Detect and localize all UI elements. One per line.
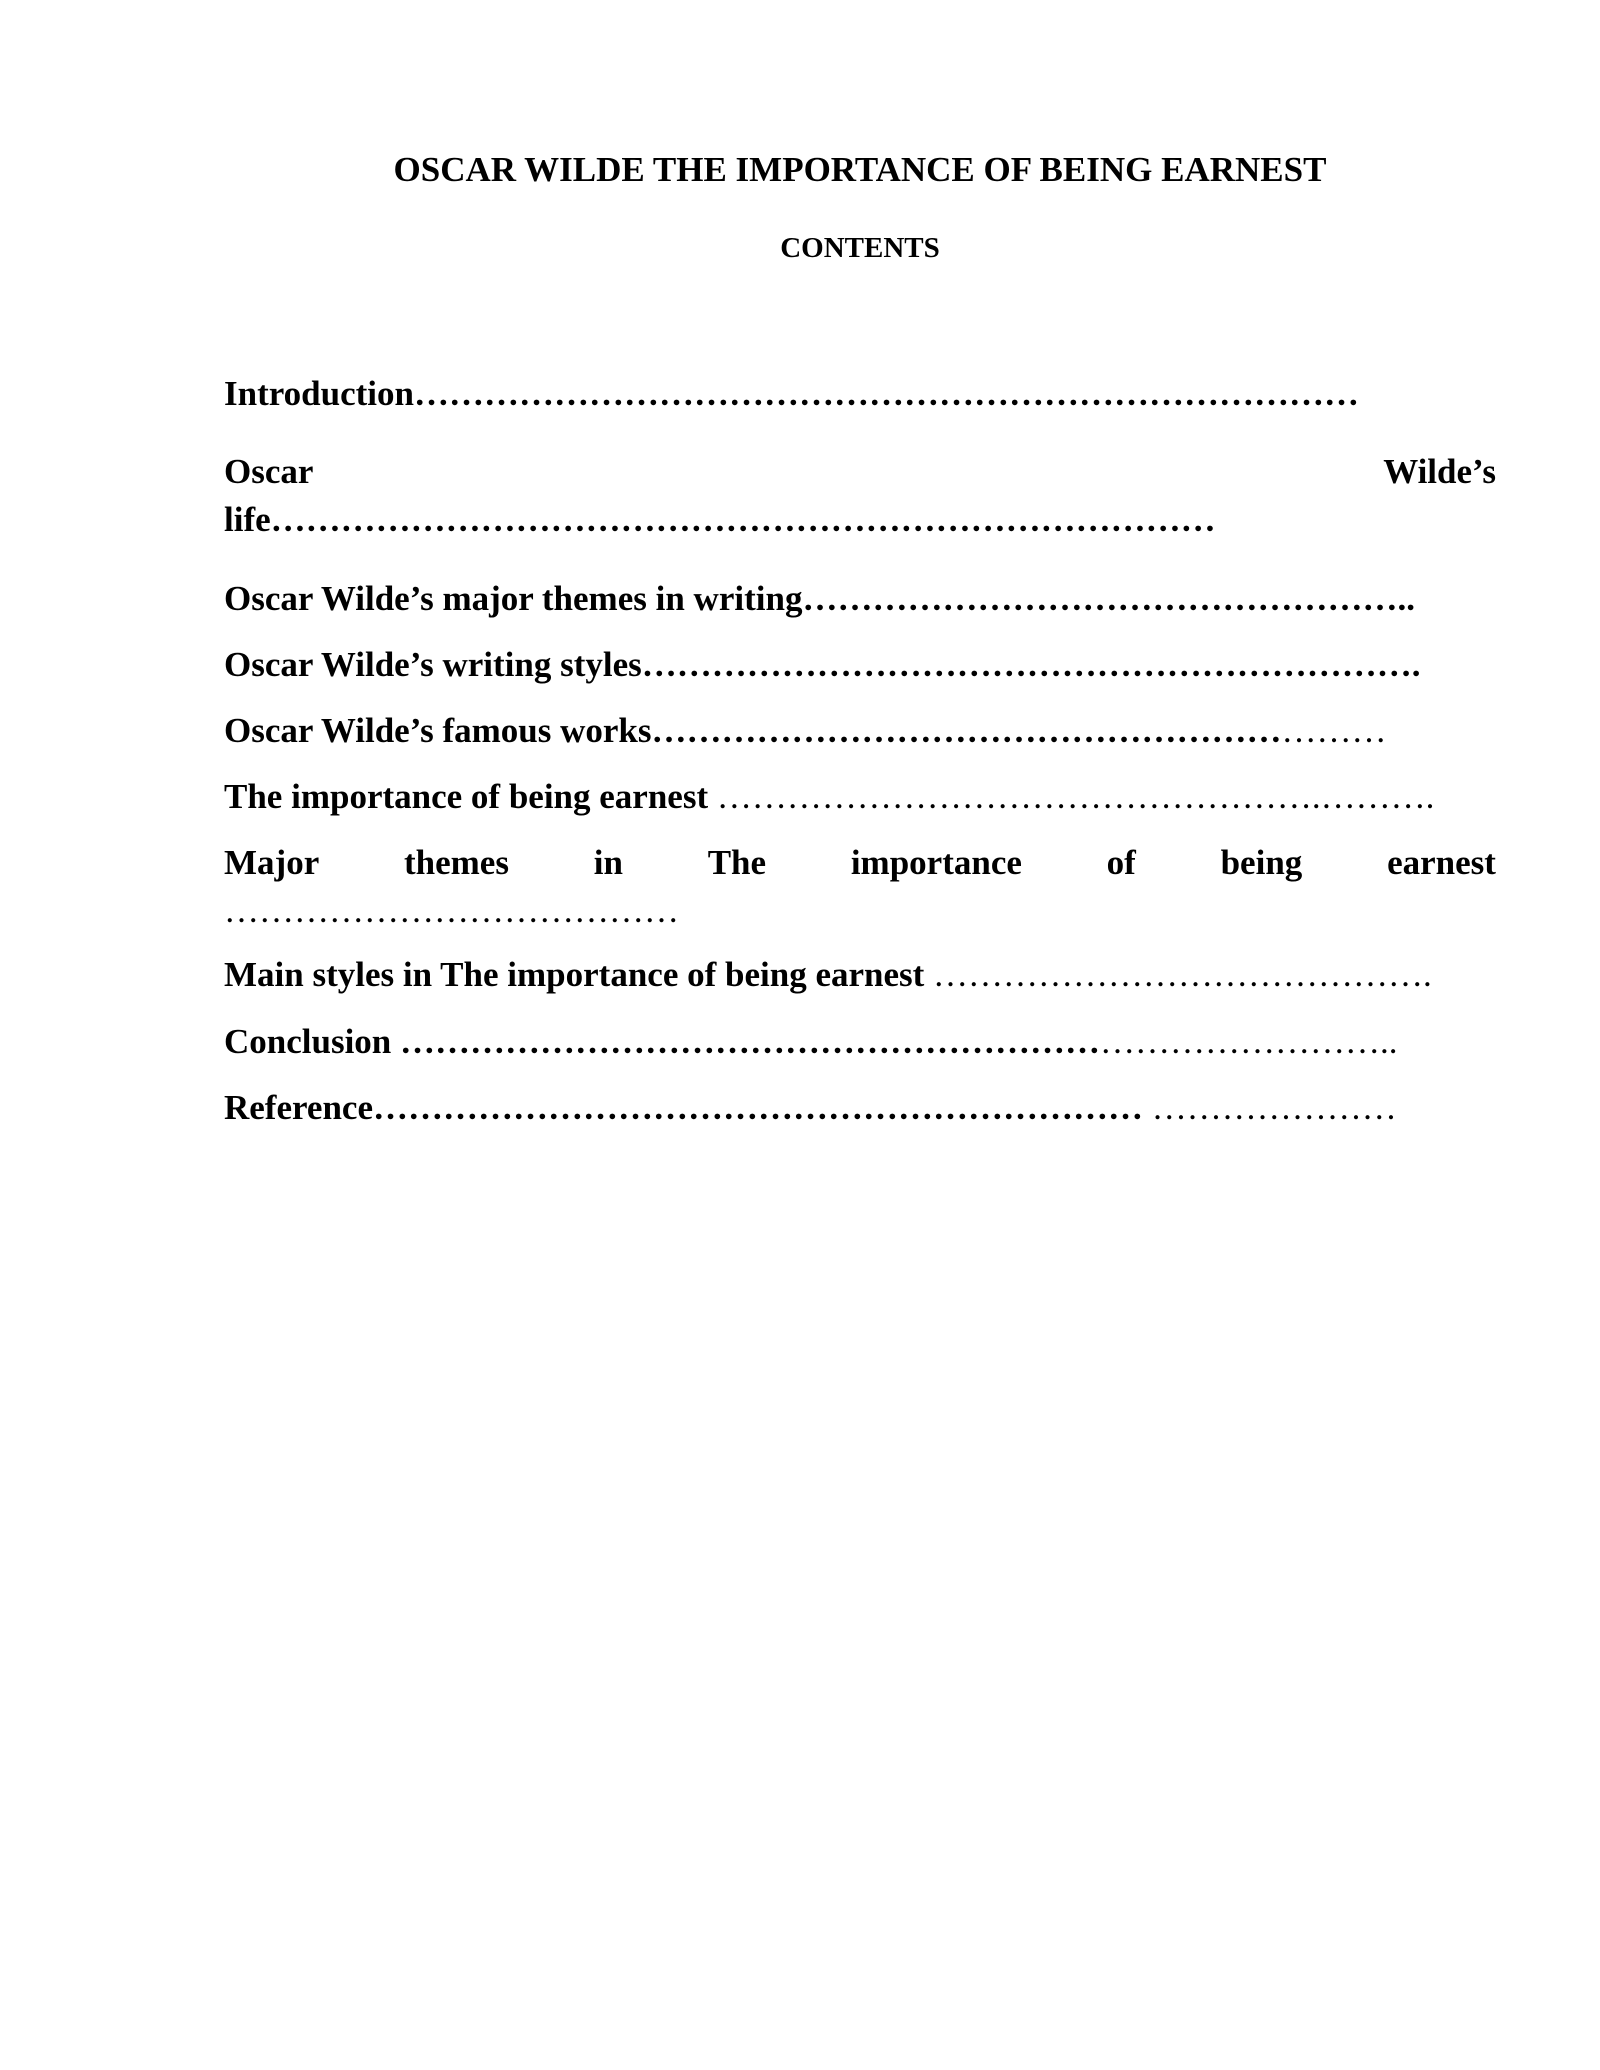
toc-entry-major-themes-importance [224,841,1496,885]
toc-word: importance [850,843,1022,882]
toc-entry-reference-text: Reference………………………………………………………… [224,1088,1143,1127]
toc-entry-famous-works-dots: ……… [1281,711,1387,750]
toc-entry-main-styles-text: Main styles in The importance of being earnest [224,955,925,994]
toc-entry-conclusion [224,1020,1398,1064]
toc-entry-introduction: Introduction……………………………………………………………………… [224,374,1359,413]
toc-word: The [707,843,767,882]
document-title: OSCAR WILDE THE IMPORTANCE OF BEING EARNEST [393,150,1327,189]
toc-word: in [593,843,623,882]
toc-word: being [1220,843,1303,882]
toc-entry-life-word-oscar: Oscar [224,452,314,491]
toc-entry-writing-styles: Oscar Wilde’s writing styles…………………………………………………………. [224,645,1421,684]
toc-entry-conclusion-text: Conclusion …………………………………………………… [224,1022,1101,1061]
toc-entry-famous-works-text: Oscar Wilde’s famous works……………………………………………… [224,711,1282,750]
toc-entry-main-styles [224,953,1432,997]
toc-entry-importance-text: The importance of being earnest [224,777,709,816]
toc-entry-major-themes-writing: Oscar Wilde’s major themes in writing…………………………………………….. [224,579,1415,618]
toc-entry-importance-dots: …………………………………………….………. [708,777,1435,816]
toc-word: themes [404,843,509,882]
toc-word: of [1106,843,1136,882]
toc-word: earnest [1387,843,1496,882]
toc-word: Major [224,843,320,882]
toc-entry-famous-works [224,709,1387,753]
toc-entry-conclusion-dots: …………………….. [1100,1022,1398,1061]
toc-entry-major-themes-importance-dots: ………………………………… [224,891,679,930]
toc-entry-importance [224,775,1434,819]
toc-entry-life-word-wildes: Wilde’s [1383,452,1496,491]
contents-heading: CONTENTS [780,232,940,264]
toc-entry-reference [224,1086,1397,1130]
toc-entry-main-styles-dots: ……………………………………. [924,955,1432,994]
toc-entry-reference-dots: ………………… [1142,1088,1397,1127]
toc-entry-life-continuation: life……………………………………………………………………… [224,500,1216,539]
